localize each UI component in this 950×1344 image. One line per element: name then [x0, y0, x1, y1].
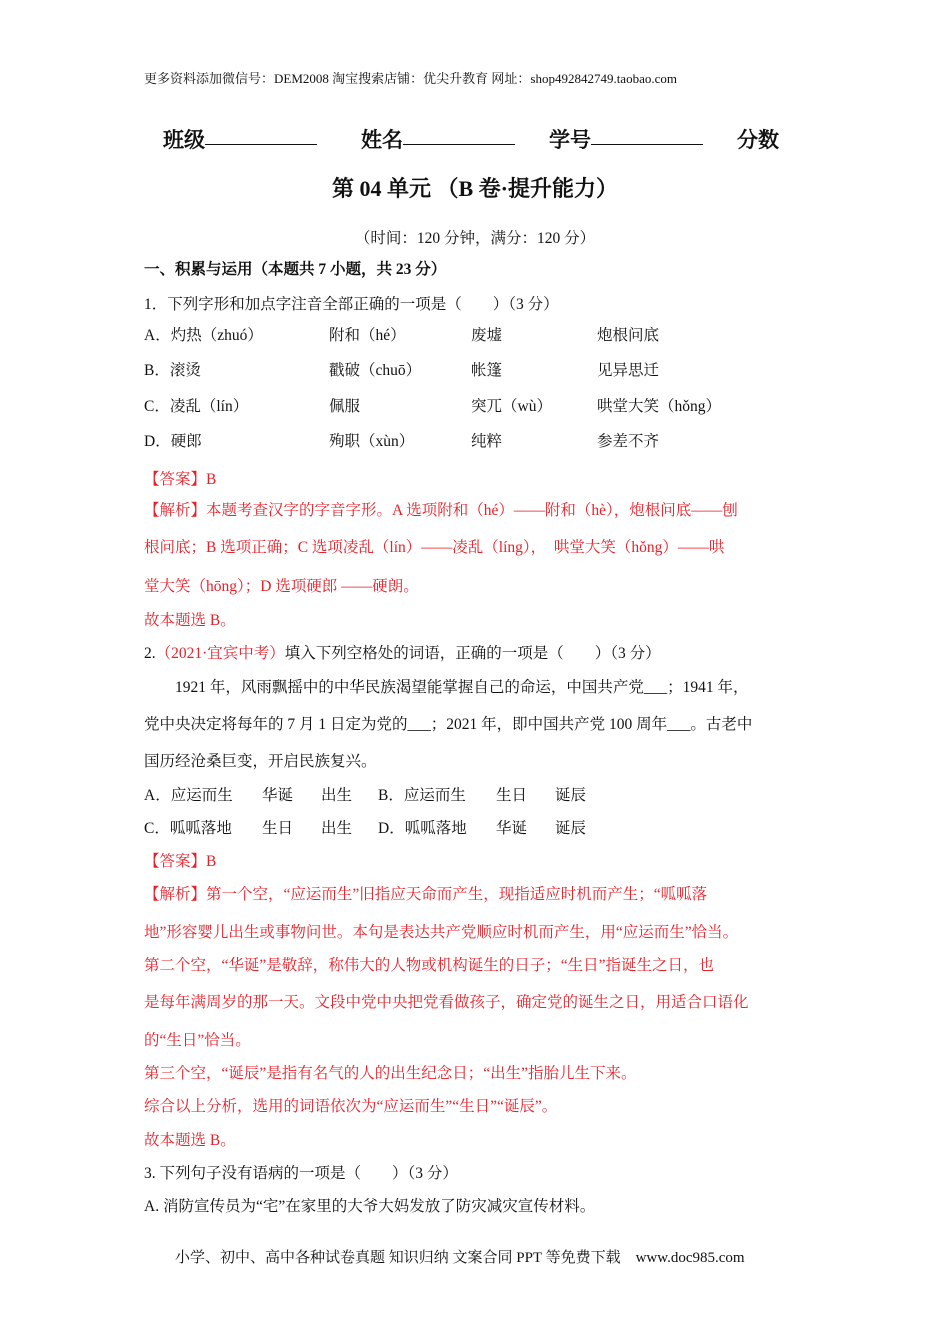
q1-option-cell: 参差不齐: [597, 433, 660, 450]
q2-answer: 【答案】B: [144, 853, 217, 870]
q1-option-cell: 炮根问底: [597, 327, 660, 344]
q2-option-cell: 出生: [321, 787, 353, 804]
exam-time: （时间：120 分钟，满分：120 分）: [354, 230, 596, 247]
q1-option-cell: 佩服: [329, 398, 361, 415]
q1-analysis-line: 堂大笑（hōng）；D 选项硬郎 ——硬朗。: [144, 578, 419, 595]
q2-num: 2.: [144, 645, 156, 662]
id-label: 学号: [549, 128, 591, 152]
name-label: 姓名: [361, 128, 403, 152]
q2-passage-line: 党中央决定将每年的 7 月 1 日定为党的___；2021 年，即中国共产党 100 周年___。古老中: [144, 716, 753, 733]
class-blank: [205, 124, 317, 145]
q2-source: （2021·宜宾中考）: [155, 645, 285, 662]
q2-analysis-line: 【解析】第一个空，“应运而生”旧指应天命而产生，现指适应时机而产生；“呱呱落: [144, 886, 708, 903]
q2-stem-text: 填入下列空格处的词语，正确的一项是（ ）（3 分）: [284, 645, 661, 662]
q2-option-cell: A．应运而生: [144, 787, 233, 804]
q1-option-cell: 废墟: [471, 327, 503, 344]
q1-option-cell: 帐篷: [471, 362, 503, 379]
q2-analysis-line: 综合以上分析，选用的词语依次为“应运而生”“生日”“诞辰”。: [144, 1098, 558, 1115]
q1-analysis-line: 根问底；B 选项正确；C 选项凌乱（lín）——凌乱（líng）， 哄堂大笑（hǒng）——哄: [144, 539, 725, 556]
class-label: 班级: [163, 128, 205, 152]
id-blank: [591, 124, 703, 145]
q1-analysis-line: 故本题选 B。: [144, 612, 236, 629]
q2-option-cell: 生日: [262, 820, 294, 837]
q2-stem: [144, 644, 661, 664]
q2-analysis-line: 的“生日”恰当。: [144, 1032, 251, 1049]
q1-answer: 【答案】B: [144, 471, 217, 488]
q2-analysis-line: 地”形容婴儿出生或事物问世。本句是表达共产党顺应时机而产生，用“应运而生”恰当。: [144, 924, 739, 941]
q1-option-cell: 哄堂大笑（hǒng）: [597, 398, 722, 415]
q1-stem: 1．下列字形和加点字注音全部正确的一项是（ ）（3 分）: [144, 296, 559, 313]
q2-option-cell: 华诞: [496, 820, 528, 837]
q1-option-cell: 殉职（xùn）: [329, 433, 415, 450]
q2-option-cell: 诞辰: [555, 787, 587, 804]
q1-option-cell: D．硬郎: [144, 433, 202, 450]
q2-option-cell: 生日: [496, 787, 528, 804]
page-title: 第 04 单元 （B 卷·提升能力）: [331, 176, 618, 201]
q2-passage-line: 1921 年，风雨飘摇中的中华民族渴望能掌握自己的命运，中国共产党___；1941 年，: [144, 679, 749, 696]
student-info-line: [163, 124, 779, 154]
q2-analysis-line: 第三个空，“诞辰”是指有名气的人的出生纪念日；“出生”指胎儿生下来。: [144, 1065, 637, 1082]
q1-option-cell: 戳破（chuō）: [329, 362, 422, 379]
section-heading: 一、积累与运用（本题共 7 小题，共 23 分）: [144, 261, 447, 278]
q2-analysis-line: 第二个空，“华诞”是敬辞，称伟大的人物或机构诞生的日子；“生日”指诞生之日，也: [144, 957, 715, 974]
q3-stem: 3. 下列句子没有语病的一项是（ ）（3 分）: [144, 1165, 458, 1182]
q2-analysis-line: 是每年满周岁的那一天。文段中党中央把党看做孩子，确定党的诞生之日，用适合口语化: [144, 994, 749, 1011]
page-header: 更多资料添加微信号：DEM2008 淘宝搜索店铺：优尖升教育 网址：shop492842749.taobao.com: [144, 71, 677, 86]
name-blank: [403, 124, 515, 145]
q2-option-cell: 出生: [321, 820, 353, 837]
score-label: 分数: [737, 128, 779, 152]
q1-analysis-line: 【解析】本题考查汉字的字音字形。A 选项附和（hé）——附和（hè），炮根问底——刨: [144, 502, 738, 519]
q1-option-cell: B．滚烫: [144, 362, 201, 379]
q2-option-cell: 华诞: [262, 787, 294, 804]
q1-option-cell: 纯粹: [471, 433, 503, 450]
q1-option-cell: 突兀（wù）: [471, 398, 552, 415]
q2-analysis-line: 故本题选 B。: [144, 1132, 236, 1149]
page-footer: 小学、初中、高中各种试卷真题 知识归纳 文案合同 PPT 等免费下载 www.doc985.com: [175, 1250, 745, 1266]
q2-option-cell: D．呱呱落地: [378, 820, 467, 837]
q2-option-cell: 诞辰: [555, 820, 587, 837]
q2-option-cell: C．呱呱落地: [144, 820, 232, 837]
q3-option-a: A. 消防宣传员为“宅”在家里的大爷大妈发放了防灾减灾宣传材料。: [144, 1198, 596, 1215]
q1-option-cell: C．凌乱（lín）: [144, 398, 249, 415]
q2-passage-line: 国历经沧桑巨变，开启民族复兴。: [144, 753, 377, 770]
q2-option-cell: B．应运而生: [378, 787, 466, 804]
q1-option-cell: 附和（hé）: [329, 327, 406, 344]
q1-option-cell: A．灼热（zhuó）: [144, 327, 263, 344]
q1-option-cell: 见异思迁: [597, 362, 660, 379]
